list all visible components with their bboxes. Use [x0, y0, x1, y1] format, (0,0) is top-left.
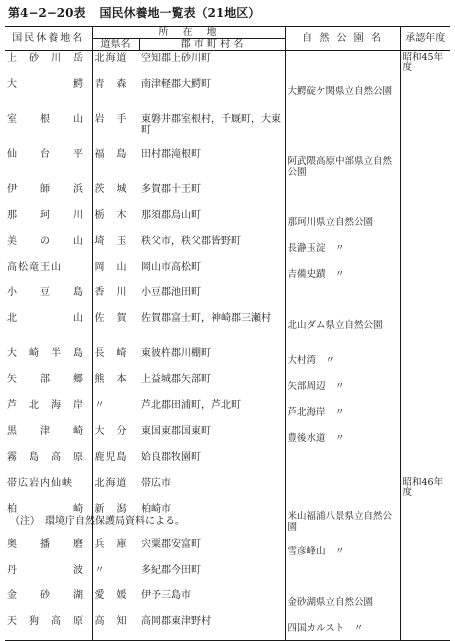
cell-park: 金砂湖県立自然公園	[285, 588, 400, 614]
header-location: 所 在 地	[92, 27, 285, 39]
cell-year	[400, 563, 450, 589]
cell-town: 東磐井郡室根村，千厩町，大東町	[141, 113, 281, 136]
cell-town: 空知郡上砂川町	[141, 53, 211, 64]
cell-pref: 〃	[92, 398, 139, 424]
cell-name: 金 砂 湖	[7, 590, 84, 602]
table-row	[5, 372, 450, 398]
cell-name: 矢 部 郷	[7, 374, 84, 386]
cell-park	[285, 563, 400, 589]
cell-town: 高岡郡東津野村	[139, 614, 285, 640]
cell-town: 伊予三島市	[141, 590, 191, 602]
cell-pref: 香 川	[92, 285, 139, 311]
header-pref: 道県名	[92, 39, 139, 51]
cell-name: 小 豆 島	[7, 287, 84, 299]
table-row	[5, 563, 450, 589]
cell-park	[285, 112, 400, 147]
cell-park: 那珂川県立自然公園	[285, 208, 400, 234]
cell-name: 大 崎 半 島	[7, 348, 84, 360]
table-row	[5, 614, 450, 640]
cell-year	[400, 398, 450, 424]
cell-pref: 茨 城	[92, 182, 139, 208]
cell-park: 雪彦峰山 〃	[285, 537, 400, 563]
cell-town: 東国東郡国東町	[141, 426, 211, 438]
cell-name: 柏 崎	[7, 503, 84, 515]
cell-pref: 高 知	[92, 614, 139, 640]
source-note: （注） 環境庁自然保護局資料による。	[10, 516, 185, 527]
cell-park	[285, 285, 400, 311]
cell-pref: 埼 玉	[92, 234, 139, 260]
cell-year	[400, 182, 450, 208]
cell-pref: 大 分	[92, 424, 139, 450]
cell-town: 芦北郡田浦町，芦北町	[141, 400, 241, 412]
cell-park: 芦北海岸 〃	[285, 398, 400, 424]
cell-year	[400, 234, 450, 260]
cell-pref: 青 森	[92, 77, 139, 112]
cell-park: 豊後水道 〃	[285, 424, 400, 450]
cell-year	[400, 588, 450, 614]
table-row	[5, 51, 450, 77]
cell-name: 天 狗 高 原	[5, 614, 92, 640]
table-row	[5, 112, 450, 147]
header-park: 自 然 公 園 名	[285, 27, 400, 51]
table-row	[5, 311, 450, 346]
cell-town: 那須郡烏山町	[141, 209, 201, 221]
cell-pref: 福 島	[92, 147, 139, 182]
cell-name: 美 の 山	[7, 235, 84, 247]
table-row	[5, 77, 450, 112]
cell-pref: 佐 賀	[92, 311, 139, 346]
cell-park	[285, 182, 400, 208]
cell-year: 昭和46年度	[400, 476, 450, 502]
cell-park: 吉備史蹟 〃	[285, 260, 400, 286]
table-title-text: 国民休養地一覧表（21地区）	[99, 6, 261, 20]
cell-name: 大 鰐	[7, 78, 84, 90]
cell-year	[400, 311, 450, 346]
cell-pref: 北海道	[92, 476, 139, 502]
cell-town: 柏崎市	[141, 503, 171, 515]
table-row	[5, 346, 450, 372]
cell-name: 北 山	[7, 313, 84, 325]
table-row	[5, 208, 450, 234]
table-row	[5, 537, 450, 563]
cell-pref: 長 崎	[92, 346, 139, 372]
table-row	[5, 424, 450, 450]
cell-name: 那 珂 川	[7, 209, 84, 221]
cell-year	[400, 450, 450, 476]
cell-pref: 熊 本	[92, 372, 139, 398]
cell-year	[400, 502, 450, 537]
cell-name: 伊 師 浜	[7, 183, 84, 195]
cell-year	[400, 346, 450, 372]
cell-year	[400, 372, 450, 398]
cell-pref: 愛 媛	[92, 588, 139, 614]
cell-name: 黒 津 崎	[7, 426, 84, 438]
cell-pref: 鹿児島	[92, 450, 139, 476]
cell-town: 東彼杵郡川棚町	[141, 348, 211, 360]
table-row	[5, 285, 450, 311]
cell-name: 帯広岩内仙峡	[7, 477, 73, 489]
cell-town: 姶良郡牧園町	[141, 451, 201, 463]
cell-town: 帯広市	[141, 477, 171, 489]
cell-park: 四国カルスト 〃	[285, 614, 400, 640]
cell-year	[400, 260, 450, 286]
cell-town: 多紀郡今田町	[141, 564, 201, 576]
cell-park	[285, 51, 400, 77]
cell-name: 室 根 山	[7, 113, 84, 125]
table-body	[5, 51, 450, 641]
table-row	[5, 147, 450, 182]
cell-name: 奥 播 磨	[7, 538, 84, 550]
cell-year	[400, 537, 450, 563]
cell-name: 芦 北 海 岸	[7, 400, 84, 412]
table-row	[5, 260, 450, 286]
cell-park: 北山ダム県立自然公園	[285, 311, 400, 346]
table-row	[5, 450, 450, 476]
cell-town: 秩父市，秩父郡皆野町	[141, 235, 241, 247]
cell-town: 多賀郡十王町	[141, 183, 201, 195]
cell-year	[400, 424, 450, 450]
cell-town: 佐賀郡富士町，神崎郡三瀬村	[141, 313, 271, 325]
cell-park: 大村湾 〃	[285, 346, 400, 372]
cell-name: 高松竜王山	[7, 261, 62, 273]
cell-park: 矢部周辺 〃	[285, 372, 400, 398]
cell-year	[400, 285, 450, 311]
cell-town: 上益城郡矢部町	[141, 374, 211, 386]
table-row	[5, 234, 450, 260]
header-year: 承認年度	[400, 27, 450, 51]
cell-year	[400, 112, 450, 147]
table-row	[5, 588, 450, 614]
cell-park	[285, 450, 400, 476]
cell-name: 上 砂 川 岳	[7, 53, 84, 64]
cell-pref: 岡 山	[92, 260, 139, 286]
cell-park: 米山福浦八景県立自然公園	[285, 502, 400, 537]
cell-pref: 岩 手	[92, 112, 139, 147]
table-number: 第4−2−20表	[8, 6, 86, 20]
resort-table	[5, 26, 450, 641]
cell-year	[400, 147, 450, 182]
cell-park	[285, 476, 400, 502]
cell-town: 宍粟郡安富町	[141, 538, 201, 550]
cell-town: 岡山市高松町	[141, 261, 201, 273]
cell-name: 仙 台 平	[7, 148, 84, 160]
cell-pref: 兵 庫	[92, 537, 139, 563]
cell-pref: 新 潟	[92, 502, 139, 537]
table-title	[8, 4, 260, 21]
cell-year	[400, 614, 450, 640]
cell-town: 田村郡滝根町	[141, 148, 201, 160]
table-row	[5, 182, 450, 208]
cell-town: 南津軽郡大鰐町	[141, 78, 211, 90]
cell-name: 霧 島 高 原	[7, 451, 84, 463]
cell-pref: 栃 木	[92, 208, 139, 234]
cell-year	[400, 77, 450, 112]
cell-pref: 〃	[92, 563, 139, 589]
cell-town: 小豆郡池田町	[141, 287, 201, 299]
table-row	[5, 398, 450, 424]
cell-park: 阿武隈高原中部県立自然公園	[285, 147, 400, 182]
cell-year: 昭和45年度	[400, 51, 450, 77]
cell-pref: 北海道	[92, 51, 139, 77]
header-town: 郡 市 町 村 名	[139, 39, 285, 51]
table-row	[5, 476, 450, 502]
cell-name: 丹 波	[7, 564, 84, 576]
cell-park: 大鰐碇ケ関県立自然公園	[285, 77, 400, 112]
header-name: 国民休養地名	[5, 27, 92, 51]
cell-park: 長瀞玉淀 〃	[285, 234, 400, 260]
cell-year	[400, 208, 450, 234]
